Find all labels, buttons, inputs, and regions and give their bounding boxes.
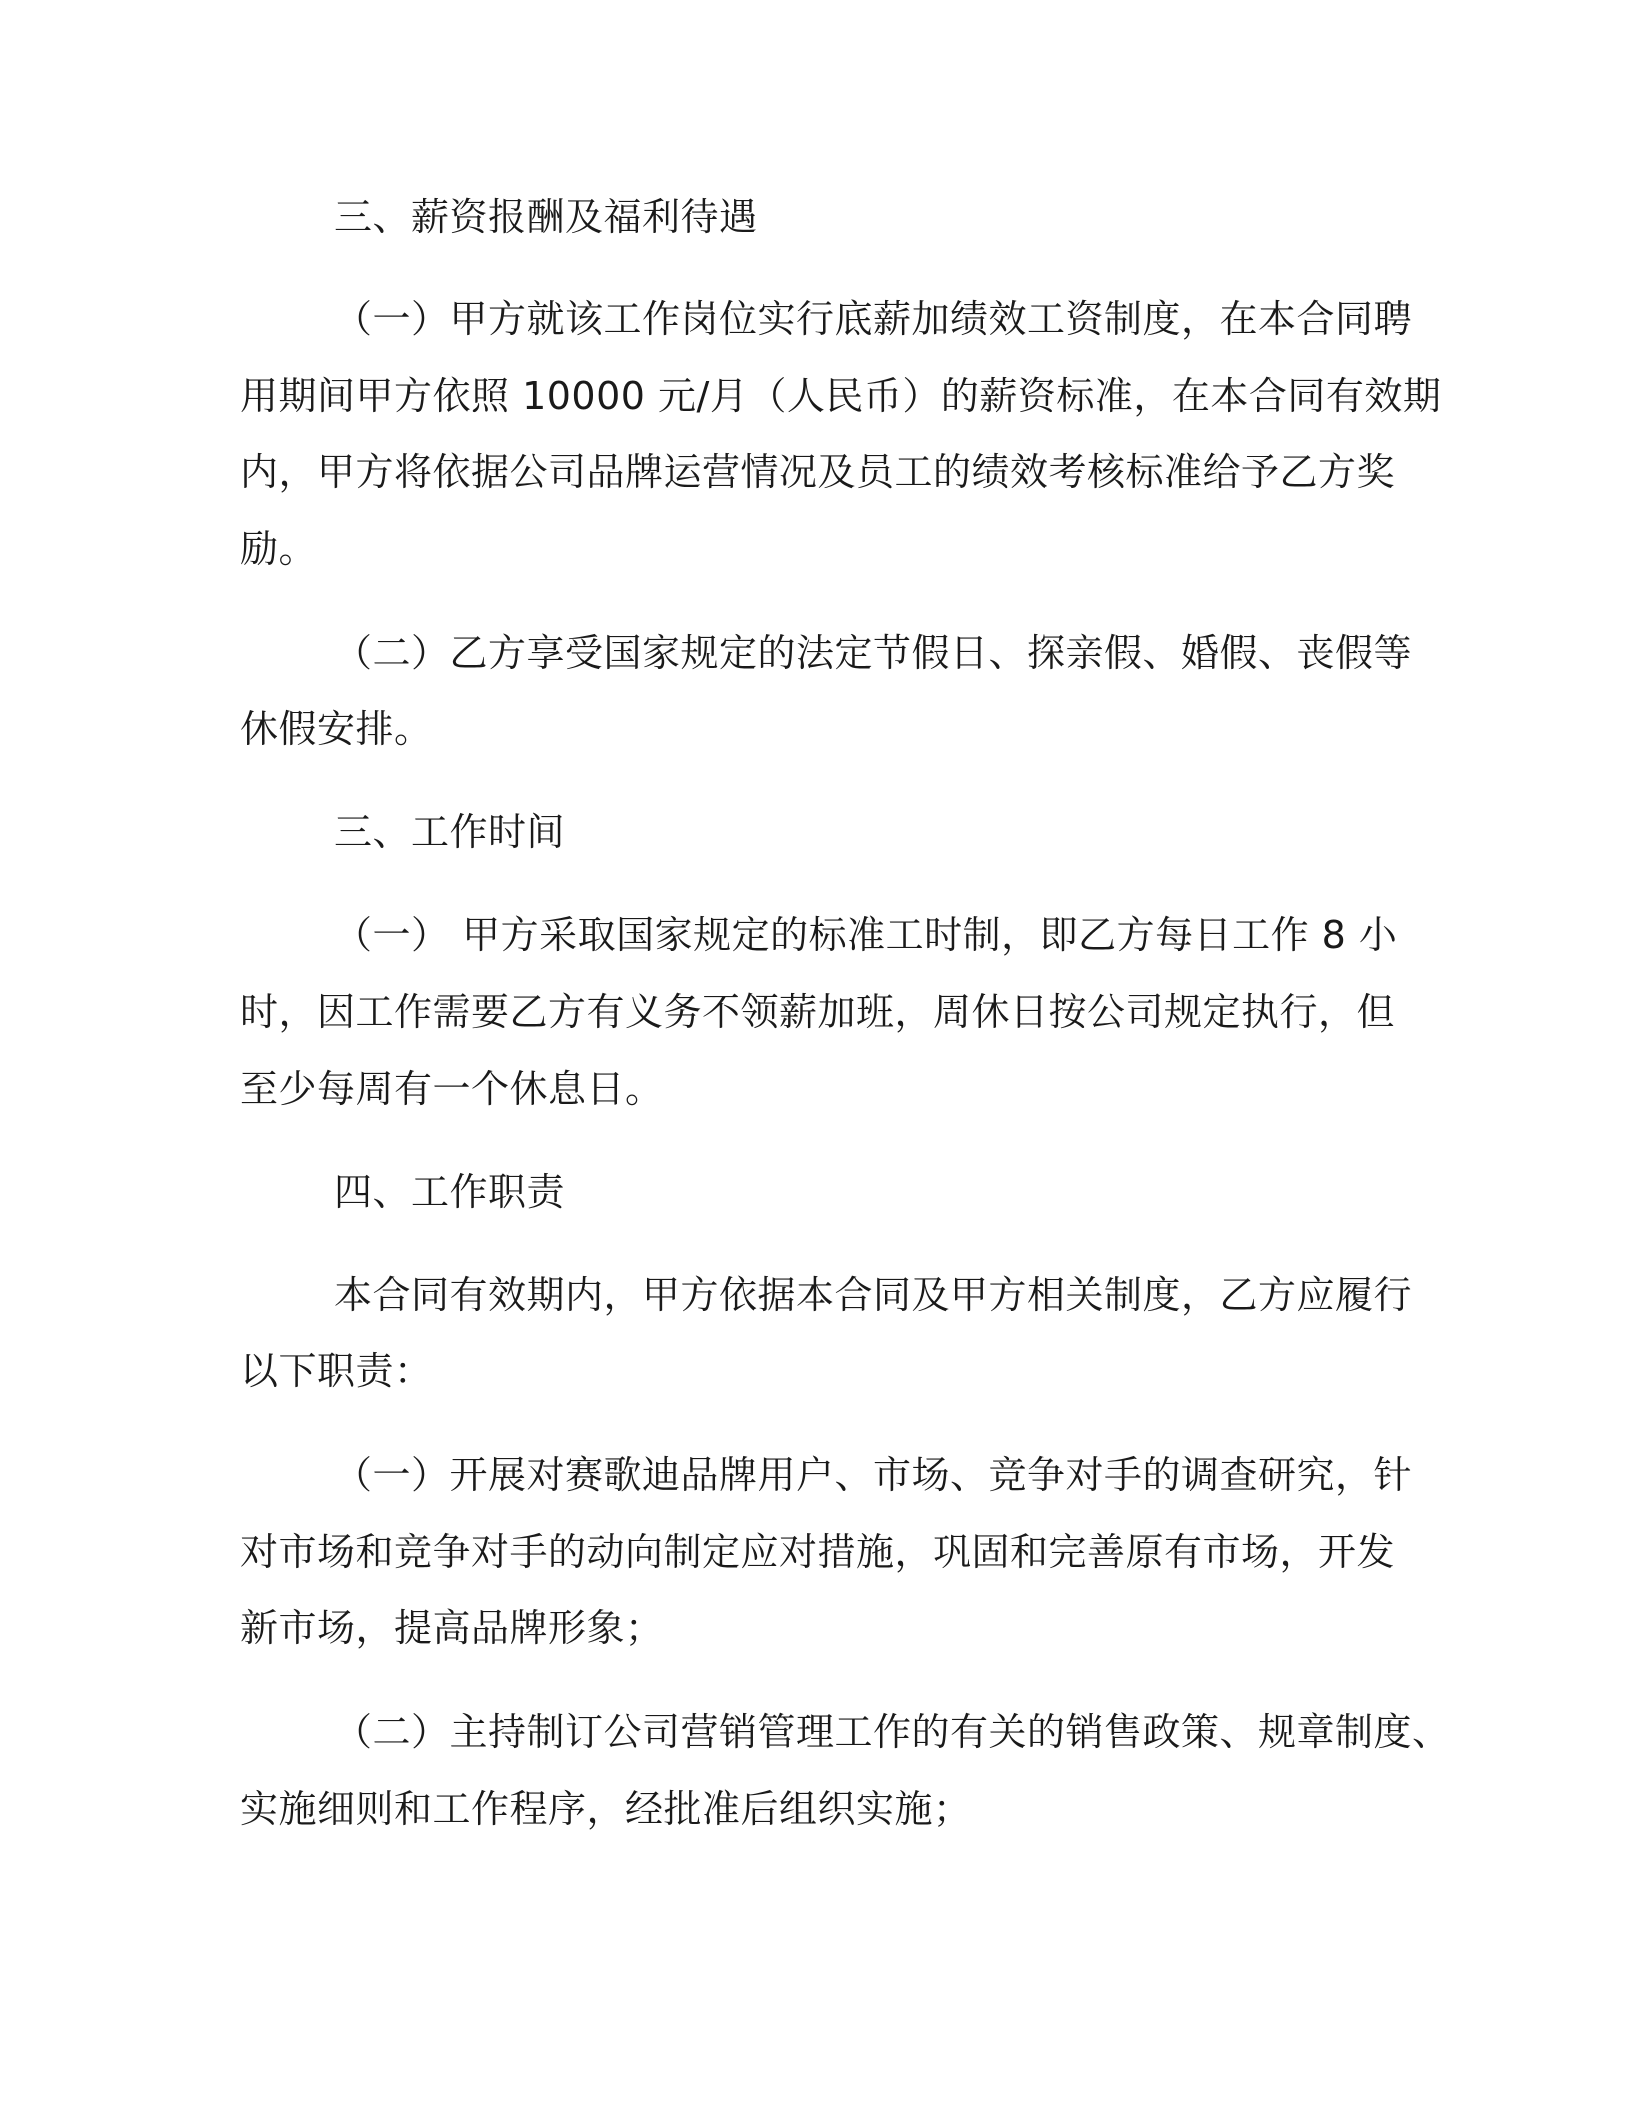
paragraph-line: （一）甲方就该工作岗位实行底薪加绩效工资制度，在本合同聘: [334, 297, 1413, 341]
paragraph-line: 用期间甲方依照 10000 元/月（人民币）的薪资标准，在本合同有效期: [240, 374, 1442, 418]
paragraph-line: 内，甲方将依据公司品牌运营情况及员工的绩效考核标准给予乙方奖: [240, 450, 1396, 494]
paragraph-line: （二）主持制订公司营销管理工作的有关的销售政策、规章制度、: [334, 1710, 1451, 1754]
paragraph-line: 励。: [240, 527, 318, 571]
paragraph-line: 对市场和竞争对手的动向制定应对措施，巩固和完善原有市场，开发: [240, 1530, 1396, 1574]
paragraph-line: 本合同有效期内，甲方依据本合同及甲方相关制度，乙方应履行: [334, 1273, 1413, 1317]
section-heading-work-time: 三、工作时间: [334, 810, 566, 854]
paragraph-line: （二）乙方享受国家规定的法定节假日、探亲假、婚假、丧假等: [334, 631, 1413, 675]
paragraph-line: 以下职责：: [240, 1349, 433, 1393]
paragraph-line: （一）开展对赛歌迪品牌用户、市场、竞争对手的调查研究，针: [334, 1453, 1413, 1497]
paragraph-line: 新市场，提高品牌形象；: [240, 1606, 664, 1650]
paragraph-line: （一） 甲方采取国家规定的标准工时制，即乙方每日工作 8 小: [334, 913, 1398, 957]
paragraph-line: 时，因工作需要乙方有义务不领薪加班，周休日按公司规定执行，但: [240, 990, 1396, 1034]
paragraph-line: 实施细则和工作程序，经批准后组织实施；: [240, 1787, 972, 1831]
section-heading-salary: 三、薪资报酬及福利待遇: [334, 195, 758, 239]
paragraph-line: 至少每周有一个休息日。: [240, 1067, 664, 1111]
section-heading-duties: 四、工作职责: [334, 1170, 566, 1214]
paragraph-line: 休假安排。: [240, 707, 433, 751]
